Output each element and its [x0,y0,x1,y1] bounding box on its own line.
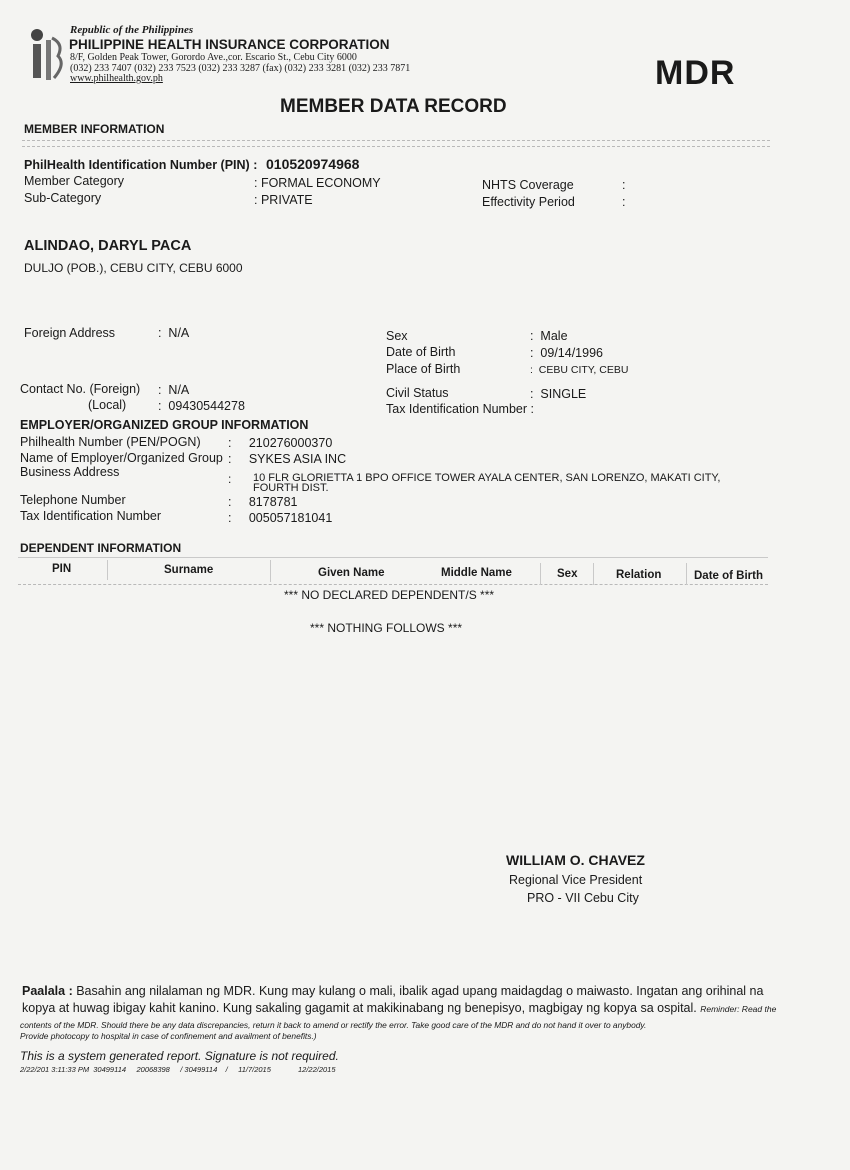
contact-local-value: : 09430544278 [158,399,245,413]
civil-status-label: Civil Status [386,386,449,400]
business-address-colon: : [228,472,232,486]
document-title: MEMBER DATA RECORD [280,96,507,117]
pin-value: 010520974968 [266,156,360,172]
sub-category-value: : PRIVATE [254,193,313,207]
column-header-pin: PIN [52,563,72,575]
form-code: MDR [655,54,736,92]
column-header-relation: Relation [616,569,662,581]
employer-name-label: Name of Employer/Organized Group [20,451,223,465]
signatory-title: Regional Vice President [509,873,643,887]
paalala-text-1: Basahin ang nilalaman ng MDR. Kung may kulang o mali, ibalik agad upang maidagdag o maiwasto. Ingatan ang orihinal na [76,984,764,998]
column-header-sex: Sex [557,568,578,580]
place-of-birth-label: Place of Birth [386,362,461,376]
system-note: This is a system generated report. Signature is not required. [20,1049,339,1063]
paalala-line-2 [22,1001,776,1015]
column-header-middle-name: Middle Name [441,567,512,579]
telephone-label: Telephone Number [20,493,126,507]
column-header-date-of-birth: Date of Birth [694,570,763,582]
no-dependents-note: *** NO DECLARED DEPENDENT/S *** [284,588,495,602]
date-of-birth-value: : 09/14/1996 [530,346,603,360]
foreign-address-label: Foreign Address [24,326,116,340]
nothing-follows-note: *** NOTHING FOLLOWS *** [310,621,463,635]
sub-category-label: Sub-Category [24,191,102,205]
table-top-border [18,557,768,558]
member-info-title: MEMBER INFORMATION [24,122,165,136]
divider [22,140,770,141]
effectivity-period-label: Effectivity Period [482,195,575,209]
reminder-line-1: contents of the MDR. Should there be any data discrepancies, return it back to amend or rectify the error. Take good care of the MDR and do not hand it over to anybody. [20,1020,647,1030]
republic-text: Republic of the Philippines [70,24,194,36]
pen-value: : 210276000370 [228,436,333,450]
column-divider [686,563,687,585]
column-divider [540,563,541,585]
contact-foreign-label: Contact No. (Foreign) [20,382,141,396]
philhealth-logo-icon [28,26,68,86]
paalala-text-2: kopya at huwag ibigay kahit kanino. Kung sakaling gagamit at makikinabang ng benepisyo, magbigay ng kopya sa ospital. [22,1001,697,1015]
paalala-line-1 [22,984,763,998]
corporation-phones: (032) 233 7407 (032) 233 7523 (032) 233 3287 (fax) (032) 233 3281 (032) 233 7871 [70,63,411,74]
nhts-coverage-label: NHTS Coverage [482,178,574,192]
pen-label: Philhealth Number (PEN/POGN) [20,435,201,449]
telephone-value: : 8178781 [228,495,298,509]
sex-value: : Male [530,329,568,343]
nhts-colon: : [622,178,626,192]
signatory-name: WILLIAM O. CHAVEZ [506,852,645,868]
pin-label: PhilHealth Identification Number (PIN) : [24,158,258,172]
employer-tin-value: : 005057181041 [228,511,333,525]
trace-line: 2/22/201 3:11:33 PM 30499114 20068398 / 30499114 / 11/7/2015 12/22/2015 [20,1065,336,1074]
column-divider [107,560,108,580]
paalala-label: Paalala : [22,984,73,998]
business-address-label: Business Address [20,465,120,479]
corporation-website: www.philhealth.gov.ph [70,73,163,84]
signatory-office: PRO - VII Cebu City [527,891,639,905]
member-category-label: Member Category [24,174,125,188]
member-category-value: : FORMAL ECONOMY [254,176,381,190]
corporation-name: PHILIPPINE HEALTH INSURANCE CORPORATION [69,37,390,52]
employer-info-title: EMPLOYER/ORGANIZED GROUP INFORMATION [20,418,309,432]
effectivity-colon: : [622,195,626,209]
foreign-address-value: : N/A [158,326,190,340]
column-header-given-name: Given Name [318,567,385,579]
divider [22,146,770,147]
business-address-line1: 10 FLR GLORIETTA 1 BPO OFFICE TOWER AYALA CENTER, SAN LORENZO, MAKATI CITY, [253,472,721,484]
member-address: DULJO (POB.), CEBU CITY, CEBU 6000 [24,261,243,275]
member-name: ALINDAO, DARYL PACA [24,238,192,254]
column-divider [270,560,271,582]
employer-name-value: : SYKES ASIA INC [228,452,347,466]
dependent-info-title: DEPENDENT INFORMATION [20,541,182,555]
sex-label: Sex [386,329,408,343]
civil-status-value: : SINGLE [530,387,587,401]
place-of-birth-value: : CEBU CITY, CEBU [530,364,629,376]
reminder-tail: Reminder: Read the [700,1004,777,1014]
business-address-line2: FOURTH DIST. [253,482,329,494]
contact-foreign-value: : N/A [158,383,190,397]
contact-local-label: (Local) [88,398,127,412]
column-divider [593,563,594,585]
employer-tin-label: Tax Identification Number [20,509,162,523]
member-tin-label: Tax Identification Number : [386,402,534,416]
date-of-birth-label: Date of Birth [386,345,456,359]
reminder-line-2: Provide photocopy to hospital in case of confinement and availment of benefits.) [20,1031,317,1041]
table-header-border [18,584,768,585]
column-header-surname: Surname [164,564,214,576]
corporation-address: 8/F, Golden Peak Tower, Gorordo Ave.,cor. Escario St., Cebu City 6000 [70,52,357,63]
